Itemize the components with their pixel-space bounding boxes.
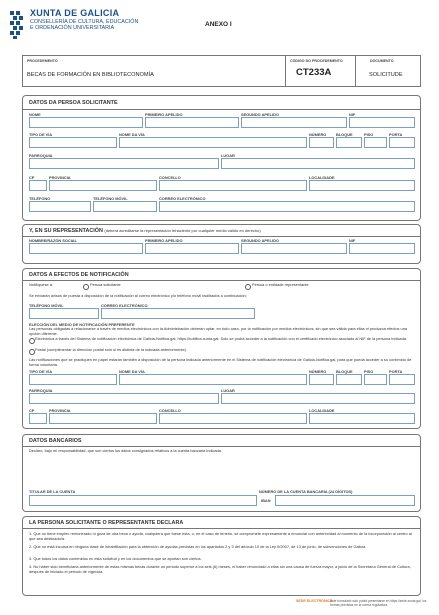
notif-piso-label: PISO xyxy=(364,369,374,374)
notif-nome-via-label: NOME DA VÍA xyxy=(119,369,145,374)
notif-parroquia-label: PARROQUIA xyxy=(29,388,53,393)
department-line-2: E ORDENACIÓN UNIVERSITARIA xyxy=(30,25,115,32)
document-label: DOCUMENTO xyxy=(370,59,394,63)
notif-porta-field[interactable] xyxy=(389,374,415,385)
notif-correo-field[interactable] xyxy=(101,308,255,319)
telefono-movil-label: TELÉFONO MÓVIL xyxy=(93,196,128,201)
iban-label: IBAN xyxy=(261,498,271,503)
tipo-via-label: TIPO DE VÍA xyxy=(29,132,53,137)
provincia-field[interactable] xyxy=(49,180,157,191)
declaration-item-4: 4. No haber sido beneficiaria anteriormente de estas mismas becas durante un periodo superior a los seis (6) meses, ni haber renunciado a ellas sin una causa de fuerza mayor, a juicio de la Secretaría General de Cultura, después de iniciado el periodo de vigencia. xyxy=(29,564,411,574)
notify-representante-radio[interactable] xyxy=(245,284,251,290)
representative-title xyxy=(29,228,261,234)
notification-title: DATOS A EFECTOS DE NOTIFICACIÓN xyxy=(29,272,129,278)
procedure-code-cell xyxy=(285,56,356,86)
notif-concello-label: CONCELLO xyxy=(159,408,181,413)
notify-to-label: Notifíquese a: xyxy=(29,282,54,287)
notify-solicitante-label: Persoa solicitante xyxy=(90,282,121,287)
rep-nombre-field[interactable] xyxy=(29,243,143,254)
notif-lugar-label: LUGAR xyxy=(221,388,235,393)
apelido2-field[interactable] xyxy=(241,117,347,128)
rep-nombre-label: NOMBRE/RAZÓN SOCIAL xyxy=(29,238,77,243)
annex-title: ANEXO I xyxy=(205,21,232,28)
notify-solicitante-radio[interactable] xyxy=(83,284,89,290)
nome-label: NOME xyxy=(29,112,41,117)
xunta-logo xyxy=(8,10,26,40)
nif-label: NIF xyxy=(349,112,356,117)
declaration-item-2: 2. Que no está incursa en ninguna clase de inhabilitación para la obtención de ayudas previstas en los apartados 2 y 3 del artículo 10 de la Ley 9/2007, de 13 de junio, de subvenciones de Galicia. xyxy=(29,544,367,549)
apelido2-label: SEGUNDO APELIDO xyxy=(241,112,279,117)
notif-lugar-field[interactable] xyxy=(221,393,415,404)
nome-via-field[interactable] xyxy=(119,137,307,148)
notif-numero-field[interactable] xyxy=(309,374,334,385)
bloque-field[interactable] xyxy=(336,137,362,148)
titular-field[interactable] xyxy=(29,495,257,506)
localidade-label: LOCALIDADE xyxy=(309,175,335,180)
correo-label: CORREO ELECTRÓNICO xyxy=(159,196,206,201)
rep-apelido1-label: PRIMEIRO APELIDO xyxy=(145,238,183,243)
procedure-header xyxy=(22,55,421,87)
declaration-item-1: 1. Que no tiene empleo remunerado ni goza de otra beca o ayuda, cualquiera que fuese esta, o, en el caso de tenerlo, se compromete expresamente a renunciar con anterioridad al momento de la incorporación al centro al que sea destinado/a. xyxy=(29,531,412,541)
notif-provincia-label: PROVINCIA xyxy=(49,408,71,413)
nif-field[interactable] xyxy=(349,117,415,128)
numero-label: NÚMERO xyxy=(309,132,327,137)
avisos-text: Se enviarán avisos de puesta a disposición de la notificación al correo electrónico y/o teléfono móvil facilitados a continuación: xyxy=(29,293,247,298)
notif-bloque-label: BLOQUE xyxy=(336,369,353,374)
representative-subtitle: (deberá acreditarse la representación fehaciente por cualquier medio válido en derecho) xyxy=(104,228,261,233)
telefono-movil-field[interactable] xyxy=(93,201,157,212)
notif-localidade-field[interactable] xyxy=(309,413,415,424)
notif-provincia-field[interactable] xyxy=(49,413,157,424)
bank-declaro: Declaro, bajo mi responsabilidad, que son ciertos los datos consignados relativos a la cuenta bancaria indicada. xyxy=(29,448,222,453)
procedure-value: BECAS DE FORMACIÓN EN BIBLIOTECONOMÍA xyxy=(27,72,154,78)
porta-field[interactable] xyxy=(389,137,415,148)
notif-correo-label: CORREO ELECTRÓNICO xyxy=(101,303,148,308)
representative-section xyxy=(22,224,421,264)
notif-tel-movil-field[interactable] xyxy=(29,308,99,319)
notif-tel-movil-label: TELÉFONO MÓVIL xyxy=(29,303,64,308)
representative-title-main: Y, EN SU REPRESENTACIÓN xyxy=(29,228,103,234)
procedure-code: CT233A xyxy=(296,67,332,78)
declaration-title: LA PERSONA SOLICITANTE O REPRESENTANTE DECLARA xyxy=(29,520,184,526)
nome-via-label: NOME DA VÍA xyxy=(119,132,145,137)
org-name: XUNTA DE GALICIA xyxy=(30,8,120,18)
notif-nome-via-field[interactable] xyxy=(119,374,307,385)
bank-title: DATOS BANCARIOS xyxy=(29,438,82,444)
notif-tipo-via-label: TIPO DE VÍA xyxy=(29,369,53,374)
concello-label: CONCELLO xyxy=(159,175,181,180)
cp-label: CP xyxy=(29,175,35,180)
document-value: SOLICITUDE xyxy=(369,72,403,78)
iban-field[interactable] xyxy=(275,495,415,506)
electronica-label: Electrónica a través del Sistema de notificación electrónica de Galicia-Notifica.gal, https://notifica.xunta.gal. Solo se podrá acceder a la notificación con el certificado electrónico asociado al NIF de la persona indicada. xyxy=(35,336,407,341)
numero-cuenta-label: NÚMERO DE LA CUENTA BANCARIA (24 DÍGITOS) xyxy=(259,489,353,494)
titular-label: TITULAR DE LA CUENTA xyxy=(29,489,76,494)
postal-label: Postal (cumplimentar la dirección postal solo si es distinta de la indicada anteriormente). xyxy=(35,347,188,352)
declaration-item-3: 3. Que todos los datos contenidos en esta solicitud y en los documentos que se aportan son ciertos. xyxy=(29,556,202,561)
notif-numero-label: NÚMERO xyxy=(309,369,327,374)
notif-cp-label: CP xyxy=(29,408,35,413)
notif-localidade-label: LOCALIDADE xyxy=(309,408,335,413)
lugar-label: LUGAR xyxy=(221,153,235,158)
medio-text: Las personas obligadas a relacionarse a través de medios electrónicos con la Administración deberán optar, en todo caso, por la notificación por medios electrónicos, sin que sea válida para ellas ni produzca efectos una opción diferente. xyxy=(29,326,408,336)
rep-apelido1-field[interactable] xyxy=(145,243,239,254)
procedure-code-label: CÓDIGO DO PROCEDEMENTO xyxy=(290,59,343,63)
postal-note: Las notificaciones que se practiquen en papel estarán también a disposición de la persona indicada anteriormente en el Sistema de notificación electrónica de Galicia-Notifica.gal, para que pueda acceder a su contenido de forma voluntaria. xyxy=(29,357,412,367)
cp-field[interactable] xyxy=(29,180,47,191)
notif-tipo-via-field[interactable] xyxy=(29,374,117,385)
bloque-label: BLOQUE xyxy=(336,132,353,137)
telefono-label: TELÉFONO xyxy=(29,196,51,201)
piso-label: PISO xyxy=(364,132,374,137)
porta-label: PORTA xyxy=(389,132,403,137)
rep-nif-field[interactable] xyxy=(349,243,415,254)
document-cell xyxy=(355,56,421,86)
notif-bloque-field[interactable] xyxy=(336,374,362,385)
notif-piso-field[interactable] xyxy=(364,374,387,385)
telefono-field[interactable] xyxy=(29,201,91,212)
provincia-label: PROVINCIA xyxy=(49,175,71,180)
notif-parroquia-field[interactable] xyxy=(29,393,219,404)
parroquia-label: PARROQUIA xyxy=(29,153,53,158)
numero-field[interactable] xyxy=(309,137,334,148)
notif-cp-field[interactable] xyxy=(29,413,47,424)
rep-nif-label: NIF xyxy=(349,238,356,243)
footer-note: Este formulario solo podrá presentarse en https://sede.xunta.gal, los formas previstas en la norma reguladora xyxy=(330,599,427,607)
parroquia-field[interactable] xyxy=(29,158,219,169)
medio-title: ELECCIÓN DEL MEDIO DE NOTIFICACIÓN PREFERENTE xyxy=(29,322,135,327)
procedure-label: PROCEDEMENTO xyxy=(27,59,58,63)
notif-concello-field[interactable] xyxy=(159,413,307,424)
applicant-title: DATOS DA PERSOA SOLICITANTE xyxy=(29,100,118,106)
concello-field[interactable] xyxy=(159,180,307,191)
declaration-section xyxy=(22,516,421,596)
notif-porta-label: PORTA xyxy=(389,369,403,374)
localidade-field[interactable] xyxy=(309,180,415,191)
lugar-field[interactable] xyxy=(221,158,415,169)
apelido1-label: PRIMEIRO APELIDO xyxy=(145,112,183,117)
department-line-1: CONSELLERÍA DE CULTURA, EDUCACIÓN xyxy=(30,19,139,25)
notification-section xyxy=(22,268,421,429)
rep-apelido2-label: SEGUNDO APELIDO xyxy=(241,238,279,243)
bank-section xyxy=(22,434,421,512)
piso-field[interactable] xyxy=(364,137,387,148)
department-name xyxy=(30,19,138,31)
applicant-section xyxy=(22,95,421,221)
tipo-via-field[interactable] xyxy=(29,137,117,148)
sede-electronica-logo: SEDE ELECTRÓNICA xyxy=(296,599,333,603)
nome-field[interactable] xyxy=(29,117,143,128)
correo-field[interactable] xyxy=(159,201,415,212)
rep-apelido2-field[interactable] xyxy=(241,243,347,254)
notify-representante-label: Persoa o entidade representante xyxy=(252,282,309,287)
apelido1-field[interactable] xyxy=(145,117,239,128)
